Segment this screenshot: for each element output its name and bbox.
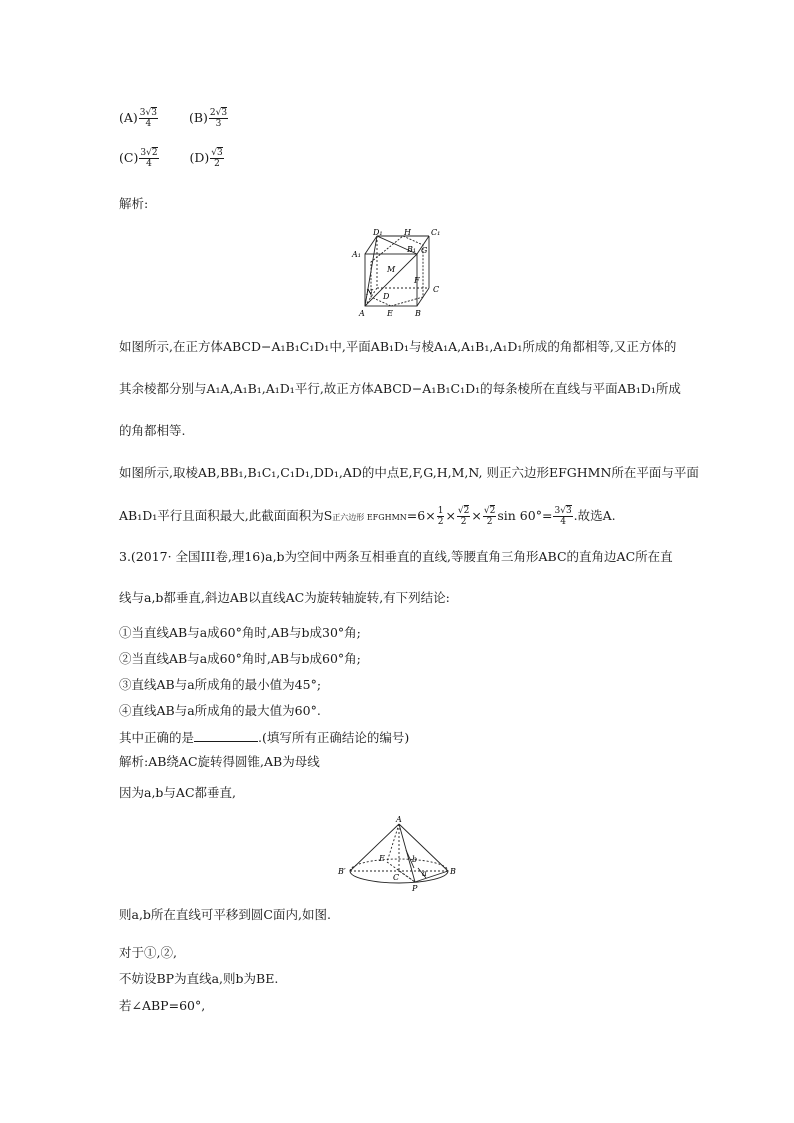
cube-label-N: N bbox=[366, 288, 373, 297]
statement-3: ③直线AB与a所成角的最小值为45°; bbox=[119, 677, 322, 692]
cube-label-B1: B₁ bbox=[407, 245, 417, 254]
cone-figure bbox=[336, 812, 462, 892]
cube-label-B: B bbox=[415, 309, 421, 318]
option-c: (C) $\frac{3√2}{4}$ bbox=[119, 148, 158, 169]
q3-analysis: 解析:AB绕AC旋转得圆锥,AB为母线 bbox=[119, 754, 320, 769]
cube-label-C: C bbox=[433, 285, 440, 294]
fraction: $\frac{3√3}{4}$ bbox=[139, 108, 157, 129]
question-ask: 其中正确的是 .(填写所有正确结论的编号) bbox=[119, 730, 410, 745]
cube-label-C1: C₁ bbox=[431, 228, 441, 237]
answer-blank[interactable] bbox=[194, 729, 258, 742]
option-a: (A) $\frac{3√3}{4}$ bbox=[119, 108, 157, 129]
cone-label-Bprime: B′ bbox=[338, 867, 346, 876]
q3-line1: 3.(2017· 全国III卷,理16)a,b为空间中两条互相垂直的直线,等腰直角三角形ABC的直角边AC所在直 bbox=[119, 549, 673, 564]
tail-line1: 则a,b所在直线可平移到圆C面内,如图. bbox=[119, 907, 331, 922]
option-row-ab bbox=[119, 108, 229, 129]
fraction: $\frac{√3}{2}$ bbox=[211, 148, 223, 169]
cube-label-G: G bbox=[421, 246, 428, 255]
cone-label-b: b bbox=[412, 855, 418, 864]
q3-line2: 线与a,b都垂直,斜边AB以直线AC为旋转轴旋转,有下列结论: bbox=[119, 590, 450, 605]
statement-4: ④直线AB与a所成角的最大值为60°. bbox=[119, 703, 321, 718]
option-row-cd bbox=[119, 148, 225, 169]
q3-because: 因为a,b与AC都垂直, bbox=[119, 785, 236, 800]
cone-label-A: A bbox=[396, 815, 402, 824]
cube-label-D1: D₁ bbox=[373, 228, 383, 237]
cone-label-C: C bbox=[393, 873, 400, 882]
cube-figure bbox=[345, 226, 450, 320]
tail-line2: 对于①,②, bbox=[119, 945, 177, 960]
cone-label-E: E bbox=[379, 854, 385, 863]
fraction: $\frac{2√3}{3}$ bbox=[209, 108, 228, 129]
para2-line2: AB₁D₁平行且面积最大,此截面面积为S正六边形 EFGHMN=6× $\frac{1}{2}$ × $\frac{√2}{2}$ × $\frac{√2}{2}$ sin 60°= $\frac{3√3}{4}$ .故选A. bbox=[119, 506, 616, 527]
cube-label-A: A bbox=[359, 309, 365, 318]
analysis-label: 解析: bbox=[119, 196, 149, 211]
para1-line1: 如图所示,在正方体ABCD−A₁B₁C₁D₁中,平面AB₁D₁与棱A₁A,A₁B₁,A₁D₁所成的角都相等,又正方体的 bbox=[119, 339, 677, 354]
option-b: (B) $\frac{2√3}{3}$ bbox=[188, 108, 228, 129]
cube-label-H: H bbox=[404, 228, 411, 237]
para1-line2: 其余棱都分别与A₁A,A₁B₁,A₁D₁平行,故正方体ABCD−A₁B₁C₁D₁的每条棱所在直线与平面AB₁D₁所成 bbox=[119, 381, 681, 396]
cone-label-B: B bbox=[450, 867, 456, 876]
cube-label-M: M bbox=[387, 265, 396, 274]
tail-line4: 若∠ABP=60°, bbox=[119, 998, 206, 1013]
cube-label-A1: A₁ bbox=[352, 250, 361, 259]
cube-label-D: D bbox=[383, 292, 390, 301]
statement-1: ①当直线AB与a成60°角时,AB与b成30°角; bbox=[119, 625, 361, 640]
option-d: (D) $\frac{√3}{2}$ bbox=[189, 148, 223, 169]
cone-label-a: a bbox=[422, 869, 427, 878]
para2-line1: 如图所示,取棱AB,BB₁,B₁C₁,C₁D₁,DD₁,AD的中点E,F,G,H,M,N, 则正六边形EFGHMN所在平面与平面 bbox=[119, 465, 699, 480]
fraction: $\frac{3√2}{4}$ bbox=[140, 148, 158, 169]
area-subscript: 正六边形 EFGHMN bbox=[332, 513, 407, 522]
statement-2: ②当直线AB与a成60°角时,AB与b成60°角; bbox=[119, 651, 361, 666]
tail-line3: 不妨设BP为直线a,则b为BE. bbox=[119, 971, 279, 986]
cube-label-F: F bbox=[414, 276, 420, 285]
cone-label-P: P bbox=[412, 884, 418, 892]
para1-line3: 的角都相等. bbox=[119, 423, 186, 438]
cube-label-E: E bbox=[387, 309, 393, 318]
